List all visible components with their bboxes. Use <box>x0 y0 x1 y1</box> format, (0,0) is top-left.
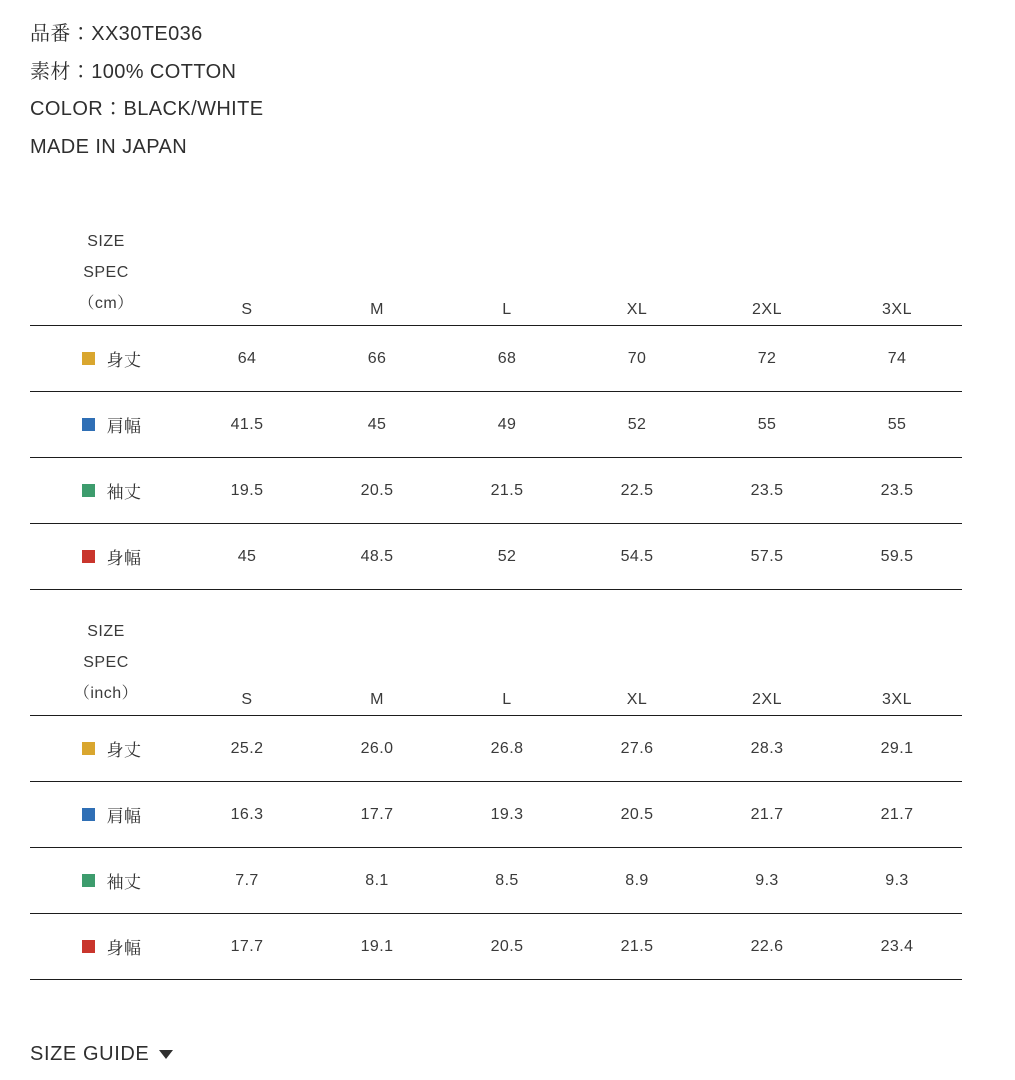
table-row <box>30 524 962 590</box>
size-header-xl: XL <box>626 301 648 318</box>
measure-label-sleeve-length <box>30 848 182 914</box>
cell-value: 57.5 <box>750 547 784 565</box>
size-guide-toggle[interactable] <box>30 1043 173 1066</box>
cell-value: 19.3 <box>490 805 524 823</box>
cell-value: 55 <box>887 415 907 433</box>
table-row <box>30 848 962 914</box>
measure-label-body-width <box>30 914 182 980</box>
row-label-text: 袖丈 <box>106 483 142 502</box>
measure-label-body-length <box>30 326 182 392</box>
cell-value: 29.1 <box>880 739 914 757</box>
color-line: COLOR：BLACK/WHITE <box>30 98 264 120</box>
table-header-row <box>30 226 962 326</box>
cell-value: 49 <box>497 415 517 433</box>
color-swatch-icon <box>82 418 95 431</box>
cell-value: 28.3 <box>750 739 784 757</box>
cell-value: 8.9 <box>625 871 649 889</box>
color-swatch-icon <box>82 874 95 887</box>
cell-value: 20.5 <box>620 805 654 823</box>
table-row <box>30 716 962 782</box>
origin-line: MADE IN JAPAN <box>30 135 188 158</box>
cell-value: 21.7 <box>880 805 914 823</box>
size-spec-title-line2: SPEC <box>83 654 129 671</box>
cell-value: 23.4 <box>880 937 914 955</box>
table-row <box>30 326 962 392</box>
table-row <box>30 914 962 980</box>
cell-value: 45 <box>237 547 257 565</box>
cell-value: 23.5 <box>750 481 784 499</box>
size-header-s: S <box>241 301 253 318</box>
size-header-l: L <box>502 691 512 708</box>
product-code-line: 品番：XX30TE036 <box>30 23 203 45</box>
color-swatch-icon <box>82 484 95 497</box>
size-header-l: L <box>502 301 512 318</box>
size-header-3xl: 3XL <box>882 691 912 708</box>
size-header-xl: XL <box>626 691 648 708</box>
cell-value: 21.7 <box>750 805 784 823</box>
size-spec-inch-block <box>30 616 985 980</box>
cell-value: 59.5 <box>880 547 914 565</box>
row-label-text: 肩幅 <box>106 417 142 436</box>
cell-value: 22.6 <box>750 937 784 955</box>
color-swatch-icon <box>82 808 95 821</box>
cell-value: 17.7 <box>360 805 394 823</box>
cell-value: 22.5 <box>620 481 654 499</box>
row-label-text: 身幅 <box>106 549 142 568</box>
cell-value: 72 <box>757 349 777 367</box>
cell-value: 20.5 <box>490 937 524 955</box>
cell-value: 20.5 <box>360 481 394 499</box>
cell-value: 9.3 <box>885 871 909 889</box>
cell-value: 55 <box>757 415 777 433</box>
cell-value: 25.2 <box>230 739 264 757</box>
cell-value: 26.8 <box>490 739 524 757</box>
cell-value: 8.1 <box>365 871 389 889</box>
material-line: 素材：100% COTTON <box>30 60 237 83</box>
size-header-3xl: 3XL <box>882 301 912 318</box>
table-row <box>30 392 962 458</box>
cell-value: 54.5 <box>620 547 654 565</box>
row-label-text: 身丈 <box>106 741 142 760</box>
cell-value: 48.5 <box>360 547 394 565</box>
chevron-down-icon[interactable] <box>159 1050 173 1059</box>
measure-label-shoulder-width <box>30 782 182 848</box>
size-header-2xl: 2XL <box>752 301 782 318</box>
size-spec-unit-inch: （inch） <box>73 685 139 702</box>
cell-value: 23.5 <box>880 481 914 499</box>
color-swatch-icon <box>82 940 95 953</box>
cell-value: 26.0 <box>360 739 394 757</box>
cell-value: 64 <box>237 349 257 367</box>
row-label-text: 肩幅 <box>106 807 142 826</box>
cell-value: 19.5 <box>230 481 264 499</box>
color-swatch-icon <box>82 550 95 563</box>
cell-value: 70 <box>627 349 647 367</box>
size-spec-cm-table <box>30 226 962 590</box>
cell-value: 41.5 <box>230 415 264 433</box>
cell-value: 21.5 <box>620 937 654 955</box>
measure-label-shoulder-width <box>30 392 182 458</box>
size-spec-title-cm <box>30 226 182 326</box>
row-label-text: 袖丈 <box>106 873 142 892</box>
measure-label-body-width <box>30 524 182 590</box>
measure-label-body-length <box>30 716 182 782</box>
cell-value: 16.3 <box>230 805 264 823</box>
size-spec-unit-cm: （cm） <box>78 295 134 312</box>
color-swatch-icon <box>82 742 95 755</box>
cell-value: 66 <box>367 349 387 367</box>
cell-value: 17.7 <box>230 937 264 955</box>
cell-value: 45 <box>367 415 387 433</box>
table-header-row <box>30 616 962 716</box>
table-row <box>30 458 962 524</box>
cell-value: 27.6 <box>620 739 654 757</box>
size-guide-label: SIZE GUIDE <box>30 1043 150 1065</box>
cell-value: 8.5 <box>495 871 519 889</box>
size-header-s: S <box>241 691 253 708</box>
size-spec-inch-table <box>30 616 962 980</box>
cell-value: 21.5 <box>490 481 524 499</box>
size-header-m: M <box>370 301 384 318</box>
size-header-2xl: 2XL <box>752 691 782 708</box>
table-row <box>30 782 962 848</box>
row-label-text: 身幅 <box>106 939 142 958</box>
cell-value: 9.3 <box>755 871 779 889</box>
product-info-block <box>30 16 985 166</box>
cell-value: 19.1 <box>360 937 394 955</box>
cell-value: 52 <box>627 415 647 433</box>
size-spec-title-inch <box>30 616 182 716</box>
size-spec-title-line1: SIZE <box>87 233 125 250</box>
cell-value: 74 <box>887 349 907 367</box>
size-spec-cm-block <box>30 226 985 590</box>
size-header-m: M <box>370 691 384 708</box>
cell-value: 68 <box>497 349 517 367</box>
size-spec-title-line2: SPEC <box>83 264 129 281</box>
measure-label-sleeve-length <box>30 458 182 524</box>
row-label-text: 身丈 <box>106 351 142 370</box>
color-swatch-icon <box>82 352 95 365</box>
size-spec-title-line1: SIZE <box>87 623 125 640</box>
cell-value: 52 <box>497 547 517 565</box>
cell-value: 7.7 <box>235 871 259 889</box>
